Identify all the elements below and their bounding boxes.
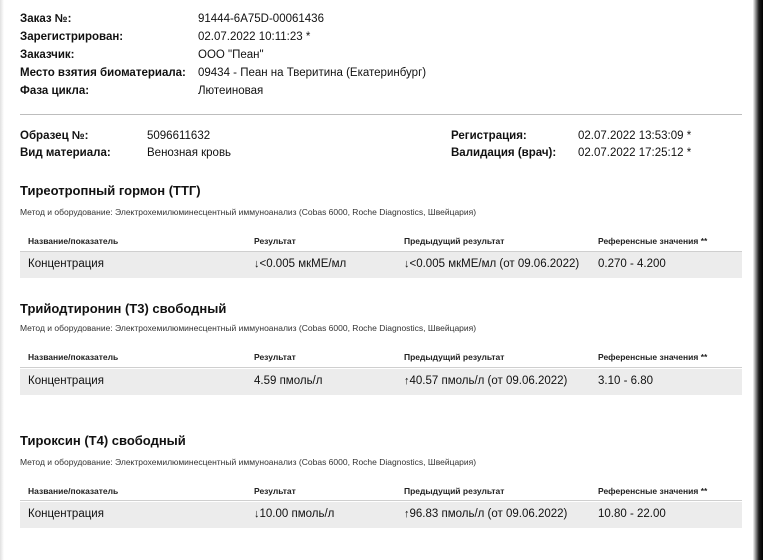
registration-label: Регистрация:	[451, 130, 527, 142]
col-previous-header: Предыдущий результат	[404, 352, 505, 362]
header-divider	[20, 114, 742, 115]
registered-label: Зарегистрирован:	[20, 31, 124, 43]
arrow-up-icon: ↑	[404, 508, 410, 520]
registered-value: 02.07.2022 10:11:23 *	[198, 31, 311, 43]
previous-value: 40.57 пмоль/л (от 09.06.2022)	[409, 375, 568, 387]
validation-value: 02.07.2022 17:25:12 *	[578, 147, 692, 159]
row-previous	[404, 258, 579, 270]
result-value: <0.005 мкМЕ/мл	[259, 258, 347, 270]
method-text: Метод и оборудование: Электрохемилюминесцентный иммуноанализ (Cobas 6000, Roche Diagnostics, Швейцария)	[20, 207, 477, 217]
site-label: Место взятия биоматериала:	[20, 67, 186, 79]
col-previous-header: Предыдущий результат	[404, 236, 505, 246]
section-title: Трийодтиронин (Т3) свободный	[20, 301, 227, 316]
site-value: 09434 - Пеан на Тверитина (Екатеринбург)	[198, 67, 427, 79]
table-divider	[20, 500, 742, 501]
table-header	[20, 350, 742, 368]
row-reference: 10.80 - 22.00	[598, 508, 666, 520]
phase-value: Лютеиновая	[198, 85, 264, 97]
sample-value: 5096611632	[147, 130, 211, 142]
previous-value: <0.005 мкМЕ/мл (от 09.06.2022)	[409, 258, 580, 270]
row-name: Концентрация	[28, 375, 104, 387]
col-reference-header: Референсные значения **	[598, 236, 708, 246]
method-text: Метод и оборудование: Электрохемилюминесцентный иммуноанализ (Cobas 6000, Roche Diagnostics, Швейцария)	[20, 457, 477, 467]
customer-label: Заказчик:	[20, 49, 75, 61]
row-previous	[404, 508, 567, 520]
phase-label: Фаза цикла:	[20, 85, 90, 97]
order-value: 91444-6A75D-00061436	[198, 13, 324, 25]
method-text: Метод и оборудование: Электрохемилюминесцентный иммуноанализ (Cobas 6000, Roche Diagnostics, Швейцария)	[20, 323, 477, 333]
col-name-header: Название/показатель	[28, 486, 119, 496]
arrow-down-icon: ↓	[404, 258, 410, 270]
row-reference: 0.270 - 4.200	[598, 258, 666, 270]
section-title: Тироксин (Т4) свободный	[20, 433, 186, 448]
section-title: Тиреотропный гормон (ТТГ)	[20, 183, 201, 198]
page-edge-right	[753, 0, 763, 560]
col-name-header: Название/показатель	[28, 236, 119, 246]
registration-value: 02.07.2022 13:53:09 *	[578, 130, 692, 142]
arrow-down-icon: ↓	[254, 508, 260, 520]
row-reference: 3.10 - 6.80	[598, 375, 653, 387]
col-name-header: Название/показатель	[28, 352, 119, 362]
row-result	[254, 258, 346, 270]
col-previous-header: Предыдущий результат	[404, 486, 505, 496]
row-name: Концентрация	[28, 258, 104, 270]
arrow-up-icon: ↑	[404, 375, 410, 387]
row-result	[254, 508, 334, 520]
material-label: Вид материала:	[20, 147, 111, 159]
table-row	[20, 252, 742, 278]
previous-value: 96.83 пмоль/л (от 09.06.2022)	[409, 508, 568, 520]
col-result-header: Результат	[254, 352, 296, 362]
table-header	[20, 234, 742, 252]
order-label: Заказ №:	[20, 13, 72, 25]
material-value: Венозная кровь	[147, 147, 232, 159]
table-row	[20, 369, 742, 395]
row-name: Концентрация	[28, 508, 104, 520]
row-previous	[404, 375, 567, 387]
result-value: 10.00 пмоль/л	[259, 508, 335, 520]
table-row	[20, 502, 742, 528]
customer-value: ООО "Пеан"	[198, 49, 264, 61]
validation-label: Валидация (врач):	[451, 147, 557, 159]
row-result: 4.59 пмоль/л	[254, 375, 323, 387]
sample-label: Образец №:	[20, 130, 89, 142]
col-reference-header: Референсные значения **	[598, 486, 708, 496]
col-reference-header: Референсные значения **	[598, 352, 708, 362]
table-divider	[20, 367, 742, 368]
arrow-down-icon: ↓	[254, 258, 260, 270]
col-result-header: Результат	[254, 236, 296, 246]
col-result-header: Результат	[254, 486, 296, 496]
page-edge-left	[0, 0, 4, 560]
